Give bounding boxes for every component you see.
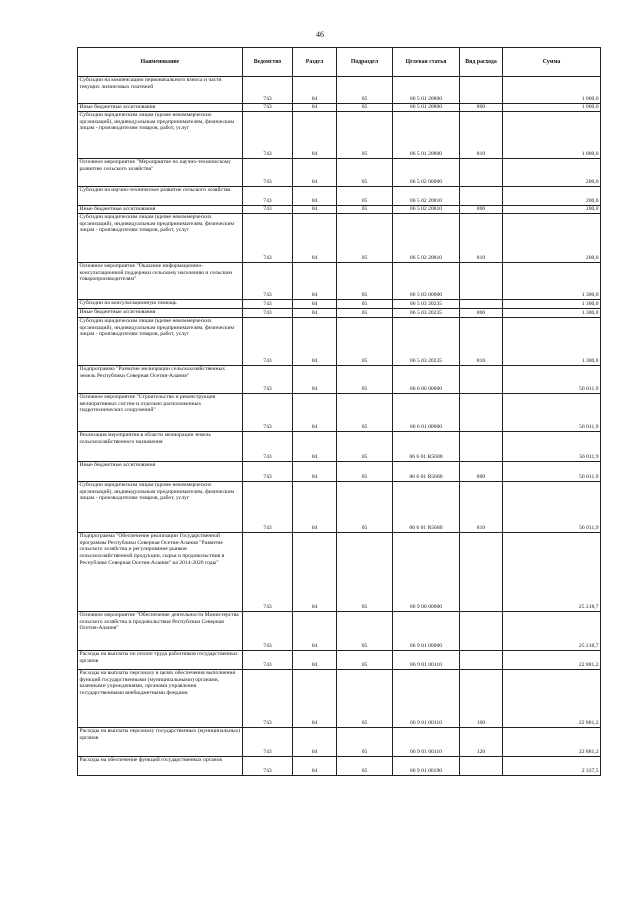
cell-amount: 56 011,9	[503, 366, 601, 394]
cell-expense-type	[460, 533, 503, 612]
cell-department: 743	[243, 366, 293, 394]
cell-target-item: 06 6 01 R5680	[393, 482, 460, 533]
cell-subsection: 05	[337, 309, 393, 318]
cell-subsection: 05	[337, 104, 393, 112]
cell-name: Подпрограмма "Обеспечение реализации Государственной программы Республики Северная Осетия-Алания "Развитие сельского хозяйства и регулирование рынков сельскохозяйственной продукции, сырья и продовольствия в Республике Северная Осетия-Алания" на 2014-2020 годы"	[78, 533, 243, 612]
cell-name: Субсидии на консультационную помощь	[78, 300, 243, 309]
cell-section: 04	[293, 432, 337, 462]
cell-subsection: 05	[337, 651, 393, 670]
cell-name: Иные бюджетные ассигнования	[78, 206, 243, 214]
cell-target-item: 06 6 01 R5680	[393, 432, 460, 462]
cell-subsection: 05	[337, 757, 393, 776]
cell-target-item: 06 5 03 20235	[393, 300, 460, 309]
cell-subsection: 05	[337, 462, 393, 482]
cell-subsection: 05	[337, 77, 393, 104]
cell-target-item: 06 5 02 20810	[393, 214, 460, 263]
cell-department: 743	[243, 394, 293, 432]
header-department: Ведомство	[243, 48, 293, 77]
table-body	[78, 77, 601, 776]
header-section: Раздел	[293, 48, 337, 77]
cell-name: Расходы на выплаты по оплате труда работников государственных органов	[78, 651, 243, 670]
cell-name: Субсидии на научно-техническое развитие сельского хозяйства	[78, 187, 243, 206]
cell-amount: 25 218,7	[503, 533, 601, 612]
cell-amount: 1 300,0	[503, 300, 601, 309]
cell-name: Иные бюджетные ассигнования	[78, 104, 243, 112]
cell-expense-type	[460, 300, 503, 309]
table-row	[78, 214, 601, 263]
table-row	[78, 612, 601, 651]
cell-department: 743	[243, 159, 293, 187]
cell-department: 743	[243, 651, 293, 670]
cell-subsection: 05	[337, 318, 393, 366]
cell-section: 04	[293, 366, 337, 394]
cell-expense-type	[460, 394, 503, 432]
cell-department: 743	[243, 462, 293, 482]
cell-amount: 2 337,5	[503, 757, 601, 776]
cell-subsection: 05	[337, 482, 393, 533]
cell-expense-type: 800	[460, 309, 503, 318]
cell-name: Реализация мероприятия в области мелиорации земель сельскохозяйственного назначения	[78, 432, 243, 462]
cell-subsection: 05	[337, 206, 393, 214]
table-row	[78, 728, 601, 757]
cell-section: 04	[293, 757, 337, 776]
cell-section: 04	[293, 651, 337, 670]
cell-subsection: 05	[337, 263, 393, 300]
cell-subsection: 05	[337, 533, 393, 612]
cell-section: 04	[293, 206, 337, 214]
cell-department: 743	[243, 670, 293, 728]
cell-expense-type	[460, 651, 503, 670]
cell-target-item: 06 5 01 20800	[393, 104, 460, 112]
cell-subsection: 05	[337, 670, 393, 728]
table-row	[78, 432, 601, 462]
cell-subsection: 05	[337, 159, 393, 187]
cell-expense-type	[460, 612, 503, 651]
cell-expense-type	[460, 432, 503, 462]
table-row	[78, 112, 601, 159]
cell-name: Основное мероприятие "Обеспечение деятельности Министерства сельского хозяйства и продовольствия Республики Северная Осетия-Алания"	[78, 612, 243, 651]
cell-amount: 22 881,2	[503, 670, 601, 728]
cell-department: 743	[243, 77, 293, 104]
cell-department: 743	[243, 104, 293, 112]
cell-name: Субсидии юридическим лицам (кроме некоммерческих организаций), индивидуальным предпринимателям, физическим лицам - производителям товаров, работ, услуг	[78, 318, 243, 366]
table-row	[78, 77, 601, 104]
header-amount: Сумма	[503, 48, 601, 77]
cell-department: 743	[243, 728, 293, 757]
cell-target-item: 06 5 02 20810	[393, 187, 460, 206]
cell-section: 04	[293, 104, 337, 112]
cell-expense-type: 810	[460, 112, 503, 159]
cell-department: 743	[243, 300, 293, 309]
cell-amount: 22 881,2	[503, 651, 601, 670]
cell-department: 743	[243, 482, 293, 533]
cell-expense-type	[460, 77, 503, 104]
cell-target-item: 06 9 01 00110	[393, 728, 460, 757]
cell-target-item: 06 5 03 00000	[393, 263, 460, 300]
table-row	[78, 651, 601, 670]
cell-amount: 56 011,9	[503, 394, 601, 432]
cell-department: 743	[243, 214, 293, 263]
cell-subsection: 05	[337, 612, 393, 651]
cell-name: Субсидии юридическим лицам (кроме некоммерческих организаций), индивидуальным предпринимателям, физическим лицам - производителям товаров, работ, услуг	[78, 214, 243, 263]
cell-expense-type: 810	[460, 214, 503, 263]
cell-section: 04	[293, 263, 337, 300]
cell-subsection: 05	[337, 394, 393, 432]
cell-subsection: 05	[337, 432, 393, 462]
cell-expense-type	[460, 366, 503, 394]
table-row	[78, 366, 601, 394]
cell-department: 743	[243, 318, 293, 366]
cell-target-item: 06 5 01 20800	[393, 77, 460, 104]
cell-section: 04	[293, 300, 337, 309]
cell-expense-type: 800	[460, 104, 503, 112]
cell-name: Субсидии юридическим лицам (кроме некоммерческих организаций), индивидуальным предпринимателям, физическим лицам - производителям товаров, работ, услуг	[78, 112, 243, 159]
cell-name: Основное мероприятие "Строительство и реконструкция мелиоративных систем и отдельно расположенных гидротехнических сооружений"	[78, 394, 243, 432]
table-header-row	[78, 48, 601, 77]
cell-amount: 56 011,9	[503, 462, 601, 482]
cell-target-item: 06 9 00 00000	[393, 533, 460, 612]
cell-department: 743	[243, 757, 293, 776]
cell-expense-type: 810	[460, 482, 503, 533]
cell-section: 04	[293, 533, 337, 612]
cell-amount: 22 881,2	[503, 728, 601, 757]
table-row	[78, 159, 601, 187]
cell-target-item: 06 5 02 00000	[393, 159, 460, 187]
table-row	[78, 394, 601, 432]
cell-section: 04	[293, 394, 337, 432]
cell-amount: 1 300,0	[503, 318, 601, 366]
cell-section: 04	[293, 214, 337, 263]
cell-expense-type: 120	[460, 728, 503, 757]
cell-name: Субсидии юридическим лицам (кроме некоммерческих организаций), индивидуальным предпринимателям, физическим лицам - производителям товаров, работ, услуг	[78, 482, 243, 533]
cell-department: 743	[243, 112, 293, 159]
cell-expense-type: 800	[460, 206, 503, 214]
table-row	[78, 300, 601, 309]
cell-department: 743	[243, 533, 293, 612]
table-row	[78, 318, 601, 366]
cell-expense-type	[460, 187, 503, 206]
cell-target-item: 06 9 01 00000	[393, 612, 460, 651]
cell-section: 04	[293, 309, 337, 318]
cell-subsection: 05	[337, 214, 393, 263]
cell-department: 743	[243, 612, 293, 651]
cell-target-item: 06 5 03 20235	[393, 309, 460, 318]
cell-amount: 1 300,0	[503, 263, 601, 300]
header-expense-type: Вид расхода	[460, 48, 503, 77]
cell-target-item: 06 5 02 20810	[393, 206, 460, 214]
cell-section: 04	[293, 159, 337, 187]
table-row	[78, 670, 601, 728]
cell-section: 04	[293, 612, 337, 651]
cell-expense-type: 810	[460, 318, 503, 366]
cell-name: Расходы на выплаты персоналу государственных (муниципальных) органов	[78, 728, 243, 757]
cell-expense-type	[460, 757, 503, 776]
cell-department: 743	[243, 432, 293, 462]
cell-expense-type: 800	[460, 462, 503, 482]
cell-target-item: 06 6 01 R5680	[393, 462, 460, 482]
table-row	[78, 482, 601, 533]
cell-name: Основное мероприятие "Мероприятие по научно-техническому развитию сельского хозяйства"	[78, 159, 243, 187]
cell-amount: 1 000,0	[503, 104, 601, 112]
page-number: 46	[316, 30, 324, 39]
table-row	[78, 309, 601, 318]
cell-target-item: 06 9 01 00110	[393, 670, 460, 728]
cell-amount: 200,0	[503, 206, 601, 214]
cell-department: 743	[243, 309, 293, 318]
cell-name: Иные бюджетные ассигнования	[78, 462, 243, 482]
cell-section: 04	[293, 77, 337, 104]
cell-name: Основное мероприятие "Оказание информационно-консультационной поддержки сельскому населению и сельским товаропроизводителям"	[78, 263, 243, 300]
cell-name: Расходы на обеспечение функций государственных органов	[78, 757, 243, 776]
cell-department: 743	[243, 206, 293, 214]
table-row	[78, 533, 601, 612]
cell-expense-type	[460, 159, 503, 187]
cell-subsection: 05	[337, 300, 393, 309]
cell-section: 04	[293, 482, 337, 533]
cell-section: 04	[293, 318, 337, 366]
cell-amount: 1 000,0	[503, 112, 601, 159]
budget-table	[77, 47, 601, 776]
cell-section: 04	[293, 112, 337, 159]
cell-amount: 56 011,9	[503, 432, 601, 462]
cell-amount: 1 000,0	[503, 77, 601, 104]
cell-subsection: 05	[337, 366, 393, 394]
table-row	[78, 462, 601, 482]
cell-section: 04	[293, 462, 337, 482]
header-subsection: Подраздел	[337, 48, 393, 77]
cell-name: Субсидии на компенсацию первоначального взноса и части текущих лизинговых платежей	[78, 77, 243, 104]
cell-target-item: 06 9 01 00190	[393, 757, 460, 776]
header-target-item: Целевая статья	[393, 48, 460, 77]
cell-amount: 1 300,0	[503, 309, 601, 318]
table-row	[78, 187, 601, 206]
cell-target-item: 06 9 01 00110	[393, 651, 460, 670]
cell-amount: 25 218,7	[503, 612, 601, 651]
cell-subsection: 05	[337, 187, 393, 206]
cell-name: Расходы на выплаты персоналу в целях обеспечения выполнения функций государственными (муниципальными) органами, казенными учреждениями, органами управления государственными внебюджетными фондами	[78, 670, 243, 728]
cell-department: 743	[243, 263, 293, 300]
cell-section: 04	[293, 728, 337, 757]
cell-target-item: 06 6 01 00000	[393, 394, 460, 432]
cell-subsection: 05	[337, 728, 393, 757]
cell-amount: 200,0	[503, 214, 601, 263]
table-row	[78, 757, 601, 776]
table-row	[78, 263, 601, 300]
cell-amount: 200,0	[503, 187, 601, 206]
cell-subsection: 05	[337, 112, 393, 159]
cell-target-item: 06 5 01 20800	[393, 112, 460, 159]
cell-amount: 200,0	[503, 159, 601, 187]
cell-amount: 56 011,9	[503, 482, 601, 533]
cell-name: Подпрограмма "Развитие мелиорации сельскохозяйственных земель Республики Северная Осетия-Алания"	[78, 366, 243, 394]
cell-target-item: 06 5 03 20235	[393, 318, 460, 366]
table-row	[78, 206, 601, 214]
cell-department: 743	[243, 187, 293, 206]
cell-expense-type: 100	[460, 670, 503, 728]
cell-expense-type	[460, 263, 503, 300]
cell-name: Иные бюджетные ассигнования	[78, 309, 243, 318]
cell-section: 04	[293, 187, 337, 206]
table-row	[78, 104, 601, 112]
header-name: Наименование	[78, 48, 243, 77]
cell-target-item: 06 6 00 00000	[393, 366, 460, 394]
cell-section: 04	[293, 670, 337, 728]
